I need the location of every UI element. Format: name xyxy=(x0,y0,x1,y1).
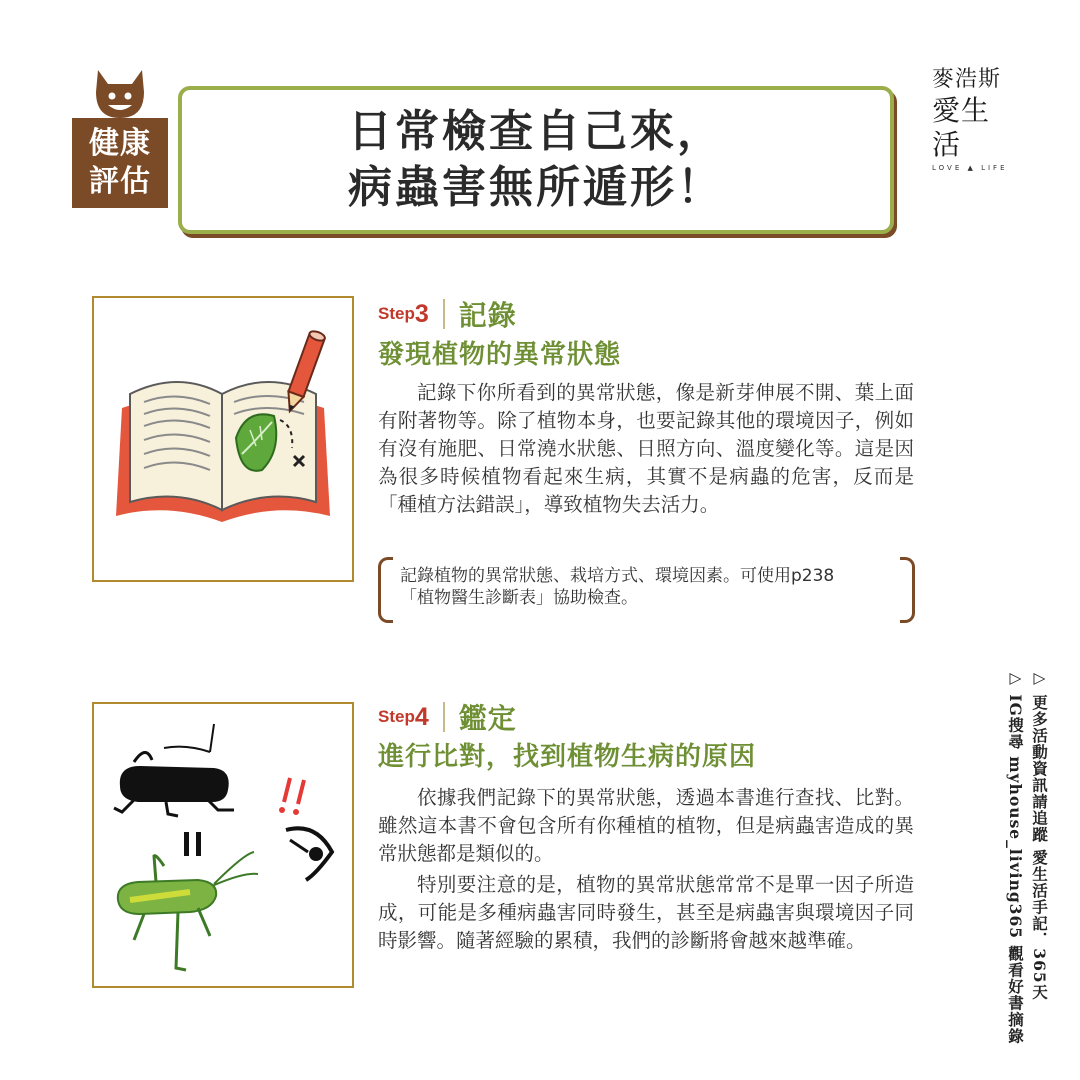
step3-illustration-frame xyxy=(92,296,354,582)
step4-illustration-frame xyxy=(92,702,354,988)
step3-word: Step xyxy=(378,304,415,323)
eye-icon xyxy=(286,828,332,880)
step4-number: 4 xyxy=(414,702,429,731)
cricket-icon xyxy=(114,724,234,816)
devil-face-icon xyxy=(92,68,148,120)
step4-divider xyxy=(443,702,445,732)
step3-heading xyxy=(378,297,517,331)
step3-number: 3 xyxy=(414,299,429,328)
step4-paragraph-1: 依據我們記錄下的異常狀態，透過本書進行查找、比對。雖然這本書不會包含所有你種植的植物，但是病蟲害造成的異常狀態都是類似的。 xyxy=(378,786,914,865)
step3-note-line-2: 「植物醫生診斷表」協助檢查。 xyxy=(400,588,638,608)
badge-line-1: 健康 xyxy=(89,126,151,161)
step3-note-bracket-right xyxy=(900,557,915,623)
step3-subtitle: 發現植物的異常狀態 xyxy=(378,340,622,370)
exclamation-icon xyxy=(279,778,304,815)
side-text-instagram: ▷ IG搜尋 myhouse_living365 觀看好書摘錄 xyxy=(1006,668,1025,1045)
category-badge xyxy=(72,68,168,208)
page-title xyxy=(178,86,894,234)
step3-note xyxy=(400,565,900,609)
step3-name: 記錄 xyxy=(458,299,517,332)
brand-line-3: LOVE ▲ LIFE xyxy=(932,164,1008,172)
step4-paragraph-2: 特別要注意的是，植物的異常狀態常常不是單一因子所造成，可能是多種病蟲害同時發生，甚至是病蟲害與環境因子同時影響。隨著經驗的累積，我們的診斷將會越來越準確。 xyxy=(378,873,914,952)
grasshopper-icon xyxy=(118,852,258,970)
step4-name: 鑑定 xyxy=(458,702,517,735)
step3-note-bracket-left xyxy=(378,557,393,623)
step4-subtitle: 進行比對，找到植物生病的原因 xyxy=(378,742,757,772)
badge-line-2: 評估 xyxy=(89,164,151,199)
step3-paragraph: 記錄下你所看到的異常狀態，像是新芽伸展不開、葉上面有附著物等。除了植物本身，也要記錄其他的環境因子，例如有沒有施肥、日常澆水狀態、日照方向、溫度變化等。這是因為很多時候植物看起來生病，其實不是病蟲的危害，反而是「種植方法錯誤」，導致植物失去活力。 xyxy=(378,381,914,516)
step4-heading xyxy=(378,700,517,734)
brand-line-2: 愛生活 xyxy=(932,94,991,161)
step3-divider xyxy=(443,299,445,329)
step3-note-line-1: 記錄植物的異常狀態、栽培方式、環境因素。可使用p238 xyxy=(400,566,835,586)
step4-word: Step xyxy=(378,707,415,726)
title-line-1: 日常檢查自己來， xyxy=(348,106,724,157)
brand-logo xyxy=(932,66,1016,172)
side-text-follow: ▷ 更多活動資訊請追蹤 愛生活手記．365天 xyxy=(1030,668,1049,1001)
brand-line-1: 麥浩斯 xyxy=(932,67,1002,92)
title-line-2: 病蟲害無所遁形！ xyxy=(348,162,724,213)
badge-label xyxy=(72,118,168,208)
open-book-leaf-pencil-icon xyxy=(94,298,352,580)
cricket-grasshopper-eye-icon xyxy=(94,704,352,986)
